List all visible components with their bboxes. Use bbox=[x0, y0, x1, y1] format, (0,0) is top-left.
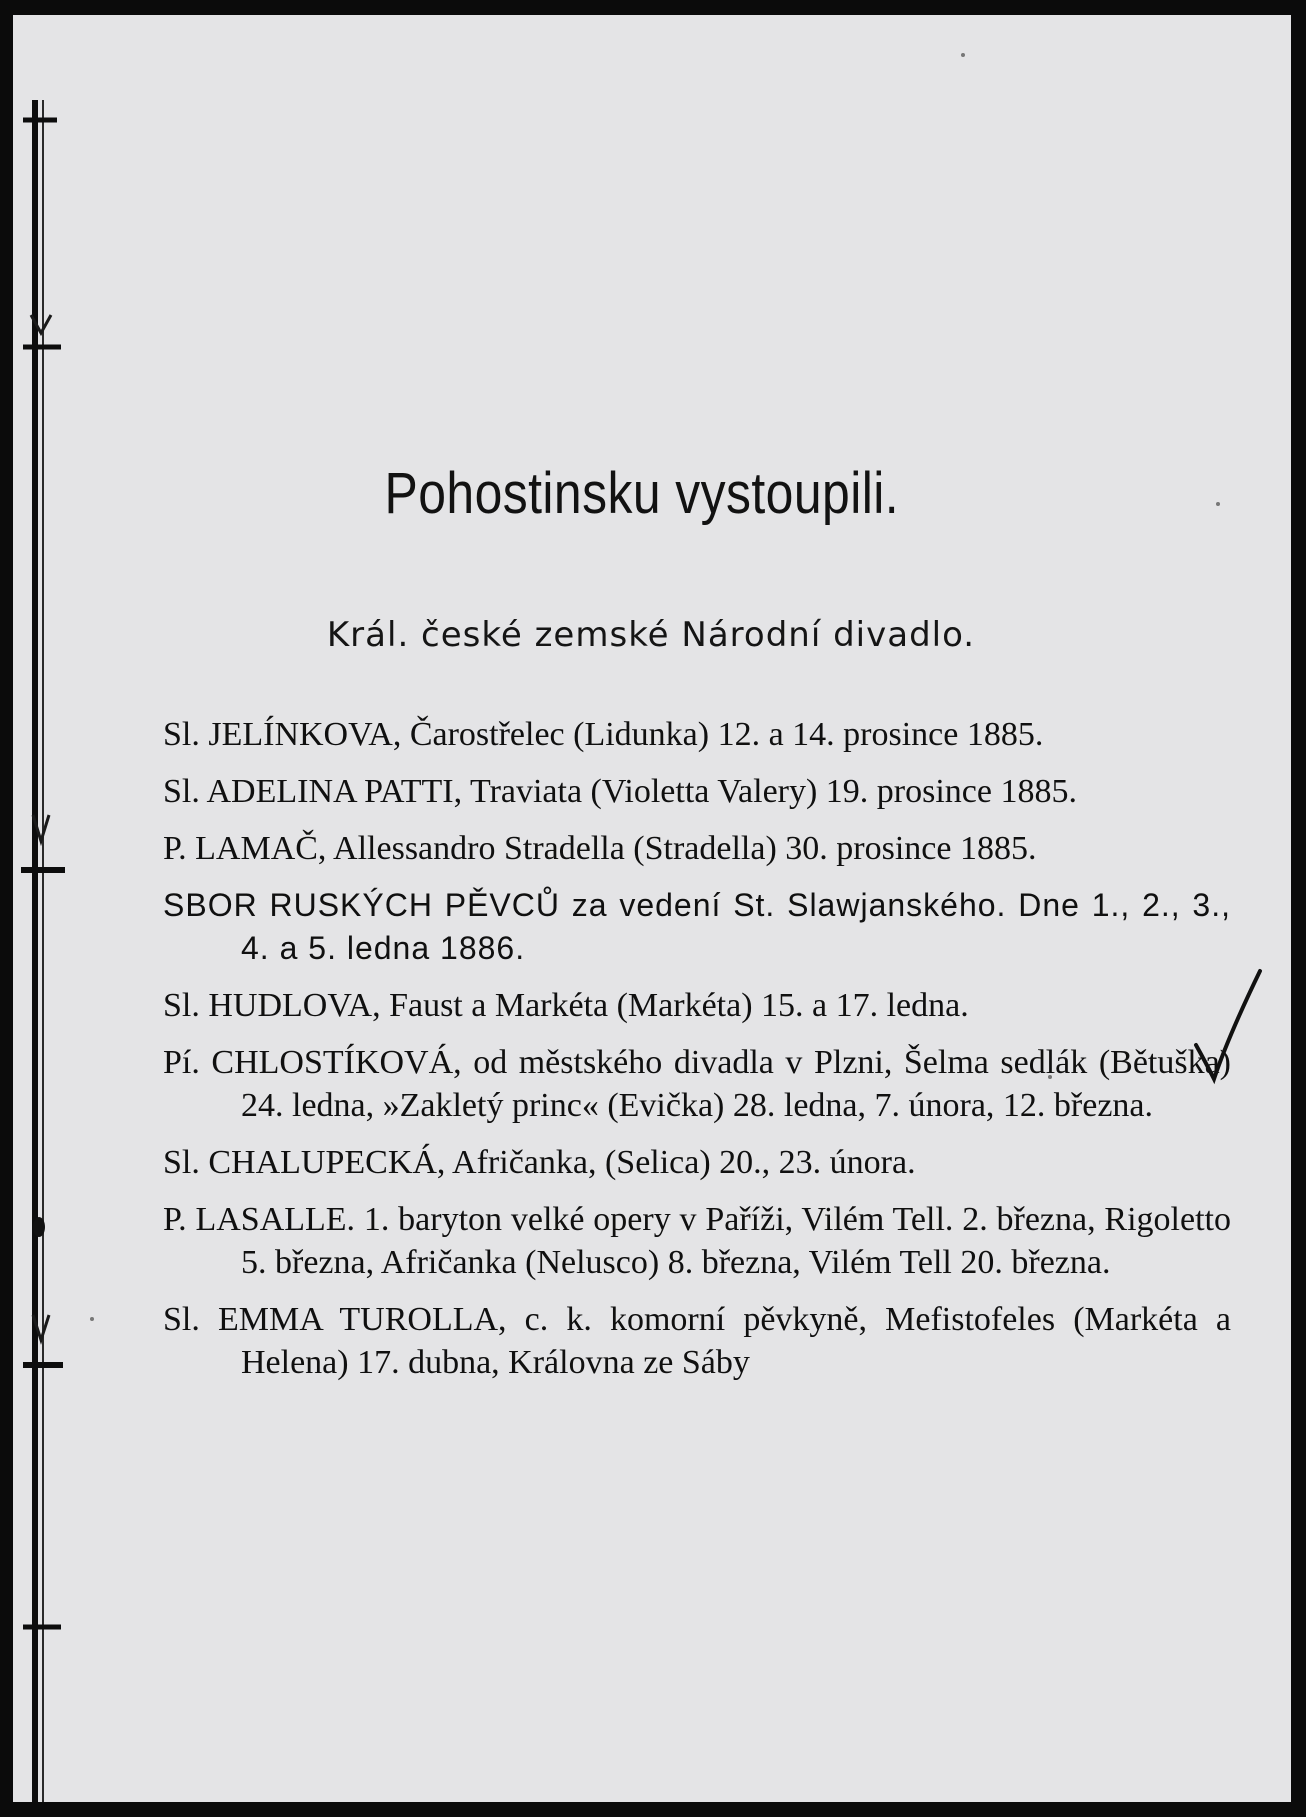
handwritten-checkmark bbox=[1188, 967, 1268, 1087]
list-item: Sl. EMMA TUROLLA, c. k. komorní pěvkyně, Mefistofeles (Markéta a Helena) 17. dubna, Královna ze Sáby bbox=[163, 1301, 1231, 1381]
list-item: Sl. ADELINA PATTI, Traviata (Violetta Valery) 19. prosince 1885. bbox=[163, 773, 1077, 810]
book-page bbox=[13, 15, 1291, 1802]
list-item: SBOR RUSKÝCH PĚVCŮ za vedení St. Slawjanského. Dne 1., 2., 3., 4. a 5. ledna 1886. bbox=[163, 887, 1231, 966]
list-item: Sl. HUDLOVA, Faust a Markéta (Markéta) 15. a 17. ledna. bbox=[163, 987, 969, 1024]
binding-stitches bbox=[13, 15, 93, 1802]
paper-speck bbox=[1216, 502, 1220, 506]
list-item: P. LAMAČ, Allessandro Stradella (Stradella) 30. prosince 1885. bbox=[163, 830, 1037, 867]
list-item: Sl. CHALUPECKÁ, Afričanka, (Selica) 20., 23. února. bbox=[163, 1144, 916, 1181]
list-item: P. LASALLE. 1. baryton velké opery v Paříži, Vilém Tell. 2. března, Rigoletto 5. března, Afričanka (Nelusco) 8. března, Vilém Tell 20. března. bbox=[163, 1201, 1231, 1281]
page-title: Pohostinsku vystoupili. bbox=[384, 461, 900, 526]
paper-speck bbox=[90, 1317, 94, 1321]
list-item: Sl. JELÍNKOVA, Čarostřelec (Lidunka) 12. a 14. prosince 1885. bbox=[163, 716, 1044, 753]
guest-performers-list bbox=[163, 713, 1231, 1398]
paper-speck bbox=[961, 53, 965, 57]
list-item: Pí. CHLOSTÍKOVÁ, od městského divadla v Plzni, Šelma sedlák (Bětuška) 24. ledna, »Zakletý princ« (Evička) 28. ledna, 7. února, 12. března. bbox=[163, 1044, 1231, 1124]
theatre-heading: Král. české zemské Národní divadlo. bbox=[326, 615, 976, 655]
